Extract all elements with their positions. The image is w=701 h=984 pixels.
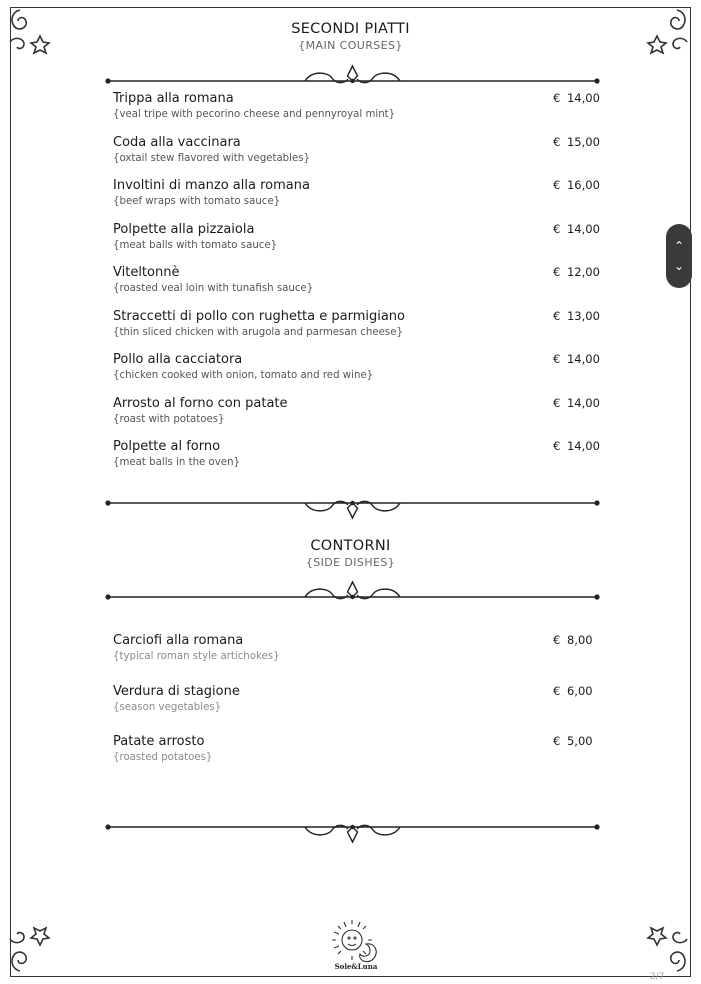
dish-description: {meat balls in the oven}	[113, 457, 241, 468]
menu-item	[113, 396, 603, 427]
dish-name: Coda alla vaccinara	[113, 134, 241, 150]
dish-name: Carciofi alla romana	[113, 633, 244, 648]
corner-ornament-icon	[635, 919, 691, 975]
menu-item	[113, 684, 603, 715]
dish-price: € 8,00	[553, 633, 593, 647]
dish-price: € 14,00	[553, 91, 600, 105]
corner-ornament-icon	[6, 919, 62, 975]
dish-name: Viteltonnè	[113, 265, 180, 280]
dish-description: {roast with potatoes}	[113, 413, 225, 425]
menu-item	[113, 633, 603, 664]
dish-description: {roasted potatoes}	[113, 752, 213, 763]
menu-item	[113, 439, 603, 470]
ornamental-divider	[100, 486, 605, 520]
dish-name: Verdura di stagione	[113, 683, 240, 699]
dish-description: {veal tripe with pecorino cheese and pennyroyal mint}	[113, 109, 396, 120]
sun-moon-icon	[330, 918, 382, 964]
dish-price: € 12,00	[553, 265, 600, 279]
dish-description: {roasted veal loin with tunafish sauce}	[113, 283, 314, 294]
dish-name: Polpette alla pizzaiola	[113, 221, 255, 237]
dish-name: Pollo alla cacciatora	[113, 352, 243, 367]
menu-item	[113, 222, 603, 253]
dish-description: {meat balls with tomato sauce}	[113, 239, 278, 251]
menu-item	[113, 309, 603, 340]
menu-item	[113, 178, 603, 209]
ornamental-divider	[100, 810, 605, 844]
dish-name: Involtini di manzo alla romana	[113, 178, 310, 193]
dish-price: € 6,00	[553, 683, 593, 698]
dish-description: {typical roman style artichokes}	[113, 651, 280, 662]
section-subtitle-secondi: {MAIN COURSES}	[298, 39, 403, 52]
dish-price: € 14,00	[553, 395, 600, 410]
page-number: 2/7	[650, 972, 665, 982]
section-title-secondi: SECONDI PIATTI	[291, 21, 410, 37]
dish-price: € 14,00	[553, 352, 600, 366]
menu-item	[113, 135, 603, 166]
restaurant-logo	[330, 918, 382, 980]
dish-name: Polpette al forno	[113, 439, 221, 454]
menu-item	[113, 91, 603, 122]
dish-description: {season vegetables}	[113, 701, 222, 713]
chevron-down-icon[interactable]: ⌄	[673, 259, 685, 273]
ornamental-divider	[100, 580, 605, 614]
dish-price: € 15,00	[553, 134, 600, 149]
dish-description: {beef wraps with tomato sauce}	[113, 196, 281, 207]
logo-text: Sole&Luna	[334, 962, 378, 971]
dish-price: € 13,00	[553, 308, 600, 323]
dish-price: € 14,00	[553, 439, 600, 453]
dish-name: Arrosto al forno con patate	[113, 395, 288, 411]
menu-item	[113, 734, 603, 765]
section-title-contorni: CONTORNI	[310, 538, 391, 554]
dish-price: € 5,00	[553, 734, 593, 748]
menu-item	[113, 265, 603, 296]
dish-price: € 14,00	[553, 221, 600, 236]
chevron-up-icon[interactable]: ⌃	[673, 239, 685, 253]
dish-price: € 16,00	[553, 178, 600, 192]
dish-description: {chicken cooked with onion, tomato and red wine}	[113, 370, 374, 381]
page-scroll-control	[666, 224, 692, 288]
dish-name: Straccetti di pollo con rughetta e parmigiano	[113, 308, 406, 324]
menu-item	[113, 352, 603, 383]
dish-name: Patate arrosto	[113, 734, 205, 749]
section-subtitle-contorni: {SIDE DISHES}	[305, 556, 396, 569]
dish-name: Trippa alla romana	[113, 91, 234, 106]
dish-description: {oxtail stew flavored with vegetables}	[113, 152, 311, 164]
dish-description: {thin sliced chicken with arugola and parmesan cheese}	[113, 326, 403, 338]
